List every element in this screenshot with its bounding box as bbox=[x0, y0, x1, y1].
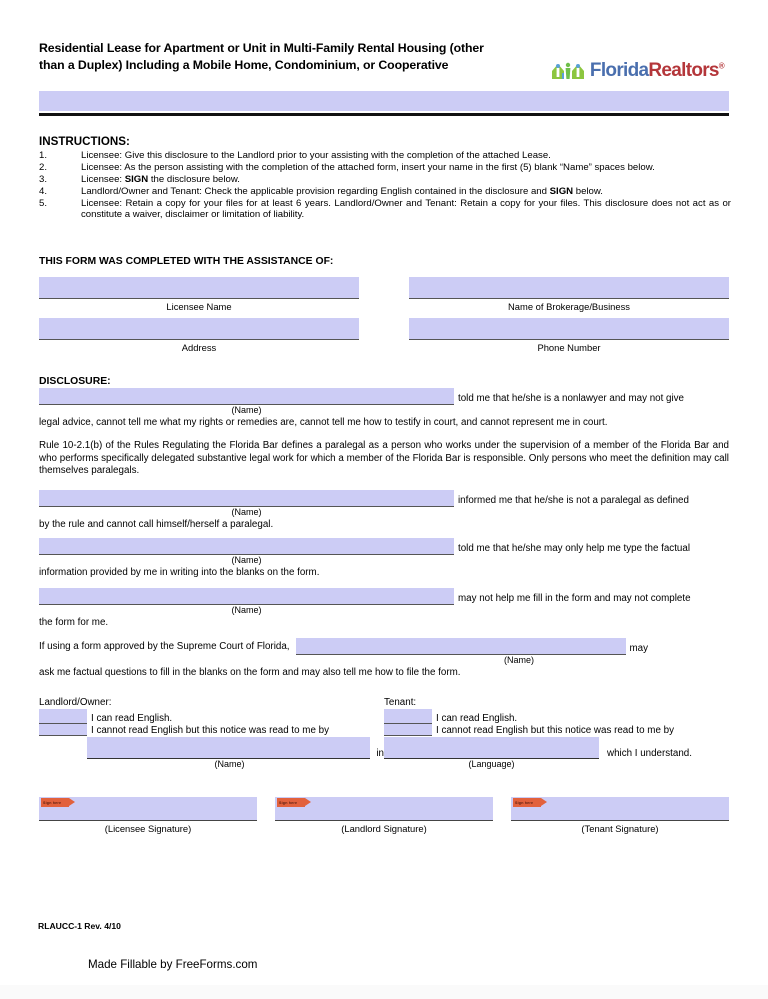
landlord-cannot-read-row[interactable] bbox=[39, 724, 384, 736]
instruction-number: 5. bbox=[39, 197, 48, 209]
disclosure-paragraph-1 bbox=[39, 388, 729, 430]
landlord-signature-input[interactable] bbox=[275, 797, 493, 821]
instruction-number: 3. bbox=[39, 173, 48, 185]
brokerage-name-input[interactable] bbox=[409, 277, 729, 299]
disclosure-name-input-5[interactable] bbox=[296, 638, 626, 655]
licensee-signature-input[interactable] bbox=[39, 797, 257, 821]
disclosure-name-input-1[interactable] bbox=[39, 388, 454, 405]
instruction-number: 1. bbox=[39, 150, 48, 161]
parties-section bbox=[39, 697, 729, 769]
header-blank-field[interactable] bbox=[39, 91, 729, 111]
supreme-court-line bbox=[39, 638, 729, 655]
disclosure-name-line-2 bbox=[39, 490, 729, 507]
disclosure-name-input-4[interactable] bbox=[39, 588, 454, 605]
instruction-text-post: below. bbox=[573, 185, 603, 197]
instruction-text-bold: SIGN bbox=[124, 173, 149, 185]
disclosure-tail-1: told me that he/she is a nonlawyer and may not give bbox=[458, 393, 685, 404]
landlord-can-read-row[interactable] bbox=[39, 709, 384, 724]
supreme-court-tail: may bbox=[629, 643, 649, 654]
sign-here-icon bbox=[513, 798, 541, 807]
house-people-icon bbox=[550, 58, 588, 82]
made-fillable-credit: Made Fillable by FreeForms.com bbox=[88, 958, 258, 971]
disclosure-tail-2: informed me that he/she is not a paralegal as defined bbox=[458, 495, 689, 506]
instruction-text-pre: Licensee: Give this disclosure to the Landlord prior to your assisting with the completion of the attached Lease. bbox=[81, 150, 551, 161]
sign-here-icon bbox=[277, 798, 305, 807]
form-code: RLAUCC-1 Rev. 4/10 bbox=[38, 921, 121, 931]
signature-section bbox=[39, 797, 729, 834]
logo-wordmark bbox=[590, 61, 724, 80]
disclosure-tail-5: may not help me fill in the form and may not complete bbox=[458, 593, 691, 604]
sign-here-label: Sign here bbox=[43, 800, 62, 805]
landlord-can-read-checkbox[interactable] bbox=[39, 709, 87, 724]
tenant-can-read-row[interactable] bbox=[384, 709, 729, 724]
instruction-item bbox=[39, 150, 731, 161]
licensee-name-input[interactable] bbox=[39, 277, 359, 299]
disclosure-cont-1: legal advice, cannot tell me what my rights or remedies are, cannot tell me how to testify in court, and cannot represent me in court. bbox=[39, 417, 608, 428]
disclosure-name-input-2[interactable] bbox=[39, 490, 454, 507]
name-caption: (Name) bbox=[503, 655, 534, 665]
disclosure-name-line-1 bbox=[39, 388, 729, 405]
name-caption: (Name) bbox=[231, 405, 262, 415]
disclosure-name-input-3[interactable] bbox=[39, 538, 454, 555]
tenant-cannot-read-row[interactable] bbox=[384, 724, 729, 736]
instruction-text bbox=[81, 174, 731, 185]
tenant-language-input[interactable] bbox=[384, 737, 599, 759]
disclosure-cont-5: the form for me. bbox=[39, 617, 109, 628]
disclosure-paragraph-2: Rule 10-2.1(b) of the Rules Regulating the Florida Bar defines a paralegal as a person who works under the supervision of a member of the Florida Bar and who performs specifically delegated substantive legal work for which a member of the Florida Bar is responsible. Only persons who meet the definition may call themselves paralegals. bbox=[39, 440, 729, 477]
instruction-text-pre: Licensee: bbox=[81, 173, 125, 185]
disclosure-paragraph-3 bbox=[39, 490, 729, 532]
phone-number-input[interactable] bbox=[409, 318, 729, 340]
document-header bbox=[39, 40, 729, 81]
landlord-can-read-label: I can read English. bbox=[91, 713, 173, 724]
name-caption: (Name) bbox=[231, 605, 262, 615]
instruction-item bbox=[39, 198, 731, 221]
licensee-signature-group bbox=[39, 797, 257, 834]
brokerage-name-caption: Name of Brokerage/Business bbox=[508, 301, 630, 312]
instruction-text-pre: Licensee: As the person assisting with the completion of the attached form, insert your name in the first (5) blank “Name” spaces below. bbox=[81, 161, 655, 173]
tenant-signature-input[interactable] bbox=[511, 797, 729, 821]
instruction-text bbox=[81, 186, 731, 197]
address-input[interactable] bbox=[39, 318, 359, 340]
instruction-text-pre: Landlord/Owner and Tenant: Check the applicable provision regarding English contained in the disclosure and bbox=[81, 185, 550, 197]
disclosure-heading: DISCLOSURE: bbox=[39, 376, 111, 387]
instruction-text-post: the disclosure below. bbox=[148, 173, 240, 185]
phone-number-caption: Phone Number bbox=[537, 342, 601, 353]
instruction-item bbox=[39, 174, 731, 185]
name-caption: (Name) bbox=[231, 507, 262, 517]
instruction-text bbox=[81, 150, 731, 161]
assistance-field-row bbox=[39, 318, 729, 353]
tenant-cannot-read-checkbox[interactable] bbox=[384, 724, 432, 736]
address-group bbox=[39, 318, 359, 353]
licensee-signature-caption: (Licensee Signature) bbox=[104, 823, 192, 834]
instruction-text bbox=[81, 198, 731, 221]
disclosure-paragraph-6 bbox=[39, 638, 729, 680]
licensee-name-group bbox=[39, 277, 359, 312]
landlord-cannot-read-label: I cannot read English but this notice was read to me by bbox=[91, 725, 329, 736]
florida-realtors-logo bbox=[550, 58, 724, 82]
instruction-text-bold: SIGN bbox=[549, 185, 574, 197]
assistance-fields bbox=[39, 277, 729, 359]
supreme-court-lead: If using a form approved by the Supreme Court of Florida, bbox=[39, 641, 290, 653]
disclosure-paragraph-4 bbox=[39, 538, 729, 580]
parties-columns bbox=[39, 697, 729, 769]
tenant-can-read-label: I can read English. bbox=[436, 713, 518, 724]
instructions-section bbox=[39, 135, 731, 221]
instruction-text-pre: Licensee: Retain a copy for your files for at least 6 years. Landlord/Owner and Tenant: Retain a copy for your files. This disclosure does not act as or constitute a waiver, disclaimer or limitation of liability. bbox=[81, 197, 731, 221]
header-divider bbox=[39, 113, 729, 116]
logo-trademark: ® bbox=[718, 61, 724, 71]
landlord-label: Landlord/Owner: bbox=[39, 697, 112, 708]
language-caption: (Language) bbox=[468, 759, 515, 769]
assistance-heading: THIS FORM WAS COMPLETED WITH THE ASSISTANCE OF: bbox=[39, 256, 334, 267]
instruction-text bbox=[81, 162, 731, 173]
disclosure-cont-6: ask me factual questions to fill in the blanks on the form and may also tell me how to file the form. bbox=[39, 667, 461, 678]
address-caption: Address bbox=[181, 342, 217, 353]
landlord-cannot-read-checkbox[interactable] bbox=[39, 724, 87, 736]
name-caption: (Name) bbox=[231, 555, 262, 565]
licensee-name-caption: Licensee Name bbox=[166, 301, 232, 312]
tenant-can-read-checkbox[interactable] bbox=[384, 709, 432, 724]
tenant-signature-caption: (Tenant Signature) bbox=[581, 823, 659, 834]
instruction-number: 4. bbox=[39, 185, 48, 197]
landlord-column bbox=[39, 697, 384, 769]
tenant-label: Tenant: bbox=[384, 697, 417, 708]
instruction-number: 2. bbox=[39, 161, 48, 173]
disclosure-tail-3: told me that he/she may only help me type the factual bbox=[458, 543, 690, 554]
tenant-language-row bbox=[384, 737, 729, 759]
instruction-item bbox=[39, 186, 731, 197]
tenant-signature-group bbox=[511, 797, 729, 834]
sign-here-label: Sign here bbox=[279, 800, 298, 805]
brokerage-name-group bbox=[409, 277, 729, 312]
landlord-name-caption: (Name) bbox=[214, 759, 245, 769]
tenant-column bbox=[384, 697, 729, 769]
disclosure-cont-4: information provided by me in writing into the blanks on the form. bbox=[39, 567, 320, 578]
understand-label: which I understand. bbox=[607, 748, 692, 759]
page-bottom-edge bbox=[0, 985, 768, 999]
landlord-signature-group bbox=[275, 797, 493, 834]
instructions-heading: INSTRUCTIONS: bbox=[39, 135, 130, 148]
landlord-reader-name-input[interactable] bbox=[87, 737, 370, 759]
logo-text-florida: Florida bbox=[589, 59, 649, 81]
page-title: Residential Lease for Apartment or Unit in Multi-Family Rental Housing (other than a Duplex) Including a Mobile Home, Condominium, or Cooperative bbox=[39, 41, 484, 72]
disclosure-name-line-3 bbox=[39, 538, 729, 555]
disclosure-paragraph-5 bbox=[39, 588, 729, 630]
landlord-signature-caption: (Landlord Signature) bbox=[341, 823, 427, 834]
disclosure-cont-3: by the rule and cannot call himself/herself a paralegal. bbox=[39, 519, 274, 530]
instruction-item bbox=[39, 162, 731, 173]
sign-here-icon bbox=[41, 798, 69, 807]
phone-number-group bbox=[409, 318, 729, 353]
assistance-field-row bbox=[39, 277, 729, 312]
logo-text-realtors: Realtors bbox=[648, 59, 719, 81]
in-word-label: in bbox=[376, 748, 384, 759]
landlord-reader-name-row bbox=[39, 737, 384, 759]
tenant-cannot-read-label: I cannot read English but this notice was read to me by bbox=[436, 725, 674, 736]
sign-here-label: Sign here bbox=[515, 800, 534, 805]
disclosure-name-line-4 bbox=[39, 588, 729, 605]
